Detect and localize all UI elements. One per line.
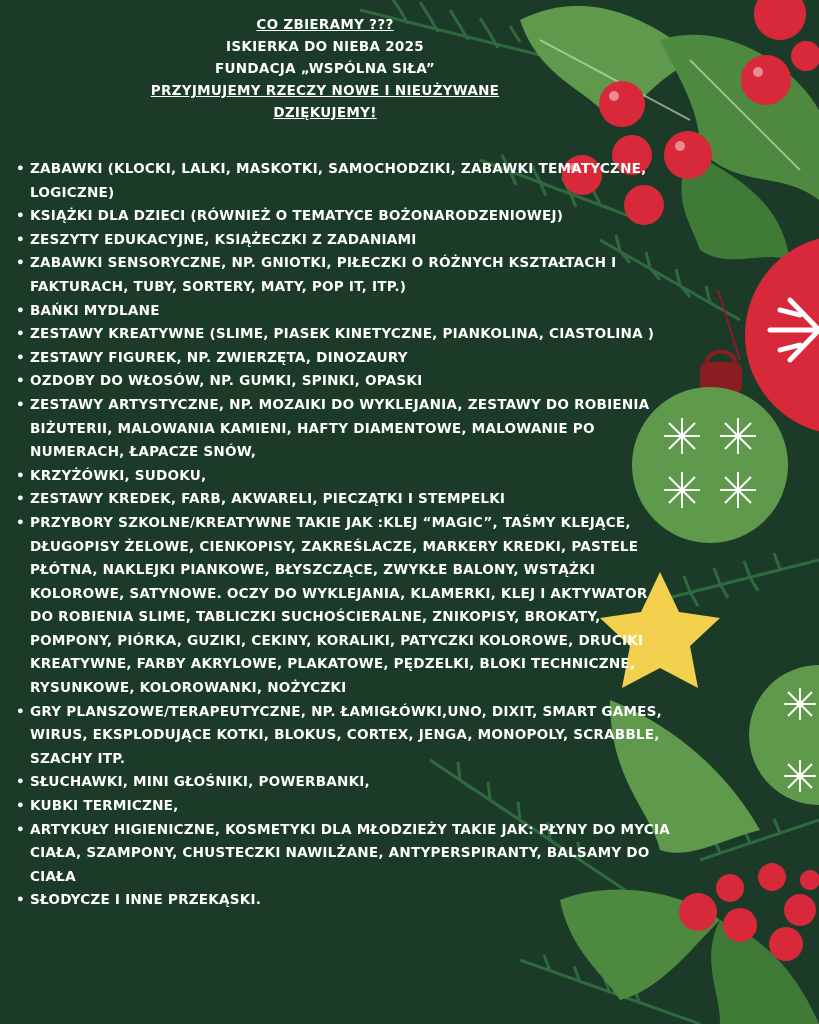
event-name: ISKIERKA DO NIEBA 2025 [226,39,424,55]
list-item: • ZABAWKI SENSORYCZNE, NP. GNIOTKI, PIŁECZKI O RÓŻNYCH KSZTAŁTACH I FAKTURACH, TUBY, SORTERY, MATY, POP IT, ITP.) [30,252,670,299]
list-item: • PRZYBORY SZKOLNE/KREATYWNE TAKIE JAK :KLEJ “MAGIC”, TAŚMY KLEJĄCE, DŁUGOPISY ŻELOWE, CIENKOPISY, ZAKREŚLACZE, MARKERY KREDKI, PASTELE PŁÓTNA, NAKLEJKI PIANKOWE, BŁYSZCZĄCE, ZWYKŁE BALONY, WSTĄŻKI KOLOROWE, SATYNOWE. OCZY DO WYKLEJANIA, KLAMERKI, KLEJ I AKTYWATOR DO ROBIENIA SLIME, TABLICZKI SUCHOŚCIERALNE, ZNIKOPISY, BROKATY, POMPONY, PIÓRKA, GUZIKI, CEKINY, KORALIKI, PATYCZKI KOLOROWE, DRUCIKI KREATYWNE, FARBY AKRYLOWE, PLAKATOWE, PĘDZELKI, BLOKI TECHNICZNE, RYSUNKOWE, KOLOROWANKI, NOŻYCZKI [30,512,670,701]
list-item: • KSIĄŻKI DLA DZIECI (RÓWNIEŻ O TEMATYCE BOŻONARODZENIOWEJ) [30,205,670,229]
accepted-items-note: PRZYJMUJEMY RZECZY NOWE I NIEUŻYWANE [150,83,500,99]
list-item: • ZESTAWY KREATYWNE (SLIME, PIASEK KINETYCZNE, PIANKOLINA, CIASTOLINA ) [30,323,670,347]
thank-you: DZIĘKUJEMY! [273,105,377,121]
list-item: • SŁUCHAWKI, MINI GŁOŚNIKI, POWERBANKI, [30,771,670,795]
list-item: • ZESTAWY FIGUREK, NP. ZWIERZĘTA, DINOZAURY [30,347,670,371]
foundation-name: FUNDACJA „WSPÓLNA SIŁA” [214,61,436,77]
list-item: • ARTYKUŁY HIGIENICZNE, KOSMETYKI DLA MŁODZIEŻY TAKIE JAK: PŁYNY DO MYCIA CIAŁA, SZAMPONY, CHUSTECZKI NAWILŻANE, ANTYPERSPIRANTY, BALSAMY DO CIAŁA [30,819,670,890]
collected-items-list [12,158,670,913]
list-item: • ZESTAWY KREDEK, FARB, AKWARELI, PIECZĄTKI I STEMPELKI [30,488,670,512]
list-item: • ZESZYTY EDUKACYJNE, KSIĄŻECZKI Z ZADANIAMI [30,229,670,253]
list-item: • ZABAWKI (KLOCKI, LALKI, MASKOTKI, SAMOCHODZIKI, ZABAWKI TEMATYCZNE, LOGICZNE) [30,158,670,205]
list-item: • OZDOBY DO WŁOSÓW, NP. GUMKI, SPINKI, OPASKI [30,370,670,394]
list-item: • ZESTAWY ARTYSTYCZNE, NP. MOZAIKI DO WYKLEJANIA, ZESTAWY DO ROBIENIA BIŻUTERII, MALOWANIA KAMIENI, HAFTY DIAMENTOWE, MALOWANIE PO NUMERACH, ŁAPACZE SNÓW, [30,394,670,465]
title-question: CO ZBIERAMY ??? [256,17,394,33]
list-item: • KRZYŻÓWKI, SUDOKU, [30,465,670,489]
list-item: • BAŃKI MYDLANE [30,300,670,324]
list-item: • KUBKI TERMICZNE, [30,795,670,819]
flyer-header [0,14,650,124]
list-item: • SŁODYCZE I INNE PRZEKĄSKI. [30,889,670,913]
list-item: • GRY PLANSZOWE/TERAPEUTYCZNE, NP. ŁAMIGŁÓWKI,UNO, DIXIT, SMART GAMES, WIRUS, EKSPLODUJĄCE KOTKI, BLOKUS, CORTEX, JENGA, MONOPOLY, SCRABBLE, SZACHY ITP. [30,701,670,772]
